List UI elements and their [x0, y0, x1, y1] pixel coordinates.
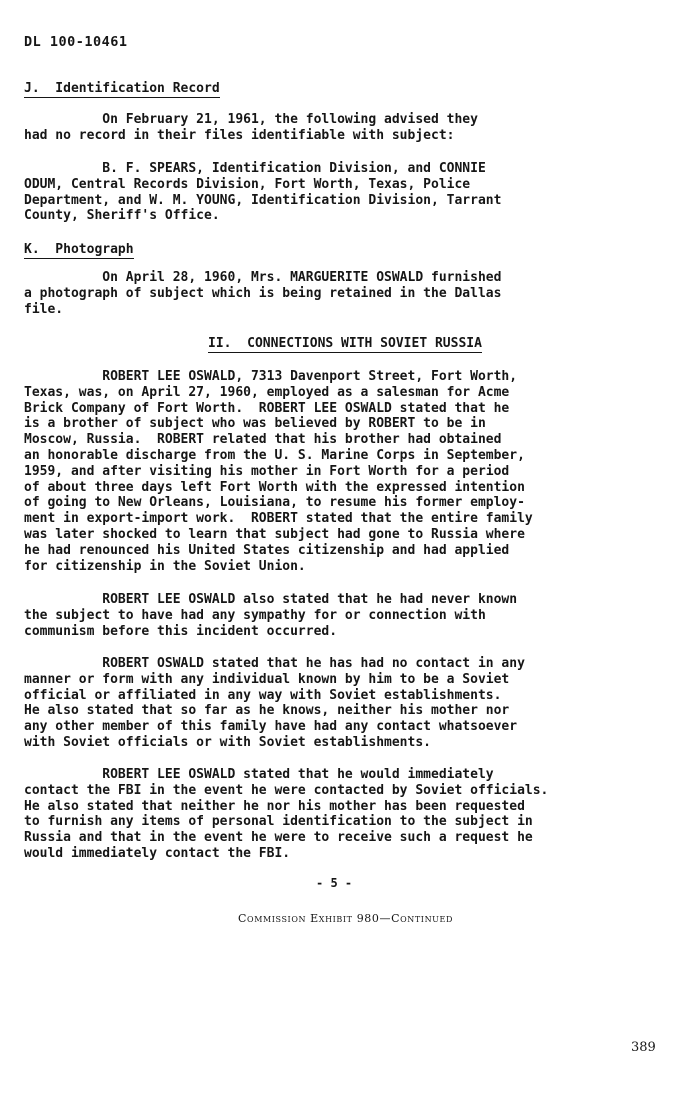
section-j-paragraph: On February 21, 1961, the following advised they had no record in their files identifiable with subject:	[24, 112, 478, 143]
section-ii-paragraph: ROBERT LEE OSWALD stated that he would immediately contact the FBI in the event he were contacted by Soviet officials. He also stated that neither he nor his mother has been requested to furnish any items of personal identification to the subject in Russia and that in the event he were to receive such a request he would immediately contact the FBI.	[24, 767, 549, 861]
page-marker: - 5 -	[316, 876, 353, 890]
page-number: 389	[631, 1040, 656, 1055]
file-number: DL 100-10461	[24, 34, 128, 50]
section-ii-paragraph: ROBERT LEE OSWALD, 7313 Davenport Street, Fort Worth, Texas, was, on April 27, 1960, employed as a salesman for Acme Brick Company of Fort Worth. ROBERT LEE OSWALD stated that he is a brother of subject who was believed by ROBERT to be in Moscow, Russia. ROBERT related that his brother had obtained an honorable discharge from the U. S. Marine Corps in September, 1959, and after visiting his mother in Fort Worth for a period of about three days left Fort Worth with the expressed intention of going to New Orleans, Louisiana, to resume his former employ- ment in export-import work. ROBERT stated that the entire family was later shocked to learn that subject had gone to Russia where he had renounced his United States citizenship and had applied for citizenship in the Soviet Union.	[24, 369, 533, 574]
section-ii-paragraph: ROBERT LEE OSWALD also stated that he had never known the subject to have had any sympathy for or connection with communism before this incident occurred.	[24, 592, 518, 639]
section-j-heading: J. Identification Record	[24, 81, 220, 96]
section-ii-paragraph: ROBERT OSWALD stated that he has had no contact in any manner or form with any individual known by him to be a Soviet official or affiliated in any way with Soviet establishments. He also stated that so far as he knows, neither his mother nor any other member of this family have had any contact whatsoever with Soviet officials or with Soviet establishments.	[24, 656, 525, 750]
exhibit-caption	[0, 912, 691, 925]
section-k-heading: K. Photograph	[24, 242, 134, 257]
section-ii-heading: II. CONNECTIONS WITH SOVIET RUSSIA	[208, 336, 482, 351]
exhibit-caption-text: Commission Exhibit 980—Continued	[238, 912, 453, 925]
section-k-paragraph: On April 28, 1960, Mrs. MARGUERITE OSWALD furnished a photograph of subject which is being retained in the Dallas file.	[24, 270, 502, 317]
section-j-paragraph-2: B. F. SPEARS, Identification Division, and CONNIE ODUM, Central Records Division, Fort Worth, Texas, Police Department, and W. M. YOUNG, Identification Division, Tarrant County, Sheriff's Office.	[24, 161, 502, 224]
